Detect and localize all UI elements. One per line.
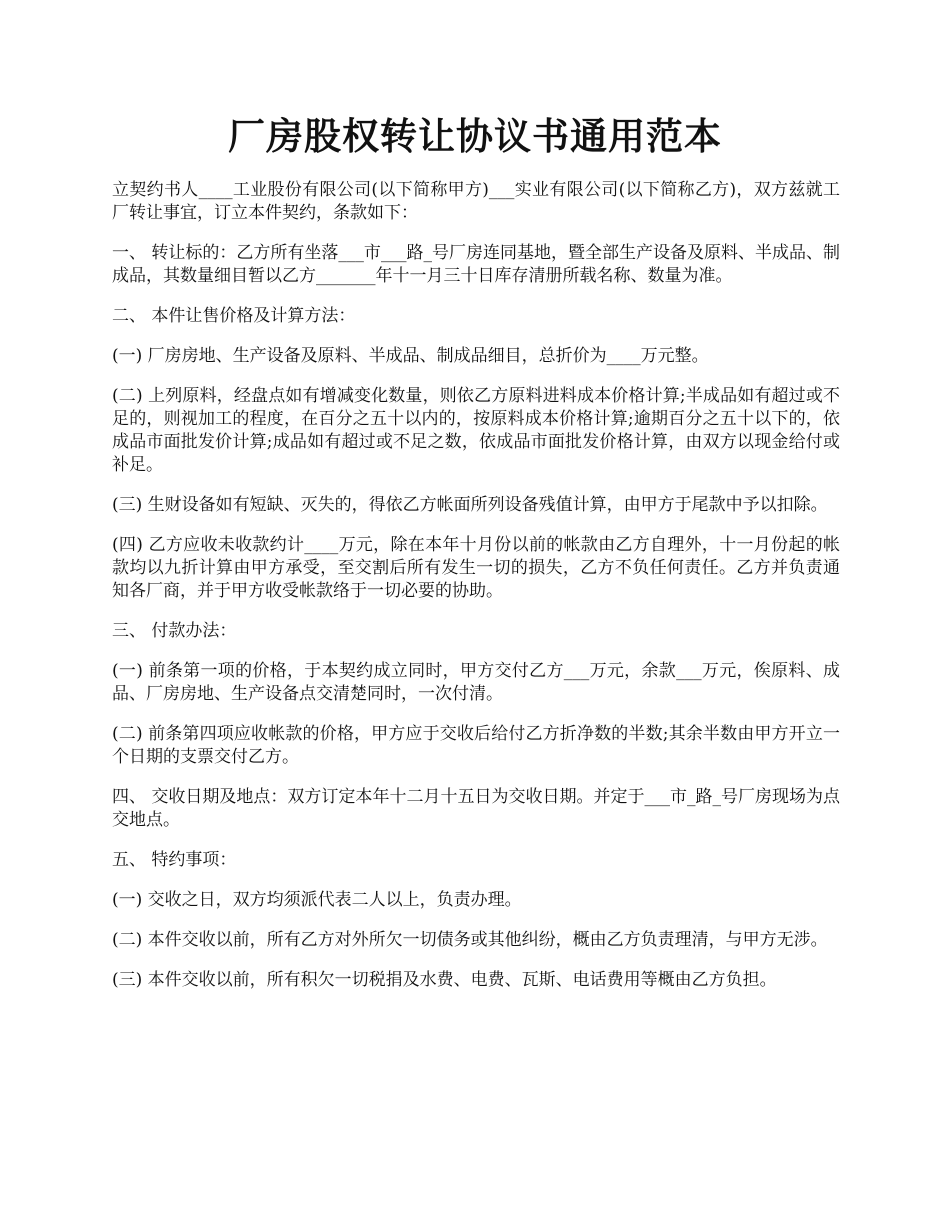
clause-4-delivery: 四、 交收日期及地点：双方订定本年十二月十五日为交收日期。并定于___市_路_号厂房现场为点交地点。 <box>112 787 840 830</box>
clause-5-item-2: (二) 本件交收以前，所有乙方对外所欠一切债务或其他纠纷，概由乙方负责理清，与甲方无涉。 <box>112 930 828 950</box>
clause-5-item-1: (一) 交收之日，双方均须派代表二人以上，负责办理。 <box>112 890 522 910</box>
clause-3-item-2: (二) 前条第四项应收帐款的价格，甲方应于交收后给付乙方折净数的半数;其余半数由甲方开立一个日期的支票交付乙方。 <box>112 724 840 767</box>
clause-5-item-3: (三) 本件交收以前，所有积欠一切税捐及水费、电费、瓦斯、电话费用等概由乙方负担。 <box>112 970 777 990</box>
clause-2-item-3: (三) 生财设备如有短缺、灭失的，得依乙方帐面所列设备残值计算，由甲方于尾款中予以扣除。 <box>112 495 828 515</box>
clause-2-heading: 二、 本件让售价格及计算方法： <box>112 306 356 326</box>
preamble-paragraph: 立契约书人____工业股份有限公司(以下简称甲方)___实业有限公司(以下简称乙方)，双方兹就工厂转让事宜，订立本件契约，条款如下： <box>112 180 840 223</box>
clause-3-item-1: (一) 前条第一项的价格，于本契约成立同时，甲方交付乙方___万元，余款___万元，俟原料、成品、厂房房地、生产设备点交清楚同时，一次付清。 <box>112 661 840 704</box>
clause-1-transfer-subject: 一、 转让标的：乙方所有坐落___市___路_号厂房连同基地，暨全部生产设备及原料、半成品、制成品，其数量细目暂以乙方_______年十一月三十日库存清册所载名称、数量为准。 <box>112 243 840 286</box>
clause-2-item-2: (二) 上列原料，经盘点如有增减变化数量，则依乙方原料进料成本价格计算;半成品如有超过或不足的，则视加工的程度，在百分之五十以内的，按原料成本价格计算;逾期百分之五十以下的，依成品市面批发价计算;成品如有超过或不足之数，依成品市面批发价格计算，由双方以现金给付或补足。 <box>112 386 840 475</box>
clause-5-heading: 五、 特约事项： <box>112 850 237 870</box>
clause-2-item-1: (一) 厂房房地、生产设备及原料、半成品、制成品细目，总折价为____万元整。 <box>112 346 709 366</box>
clause-2-item-4: (四) 乙方应收未收款约计____万元，除在本年十月份以前的帐款由乙方自理外，十一月份起的帐款均以九折计算由甲方承受，至交割后所有发生一切的损失，乙方不负任何责任。乙方并负责通知各厂商，并于甲方收受帐款络于一切必要的协助。 <box>112 535 840 601</box>
clause-3-heading: 三、 付款办法： <box>112 621 237 641</box>
document-title: 厂房股权转让协议书通用范本 <box>228 114 722 158</box>
document-body <box>112 179 840 1009</box>
